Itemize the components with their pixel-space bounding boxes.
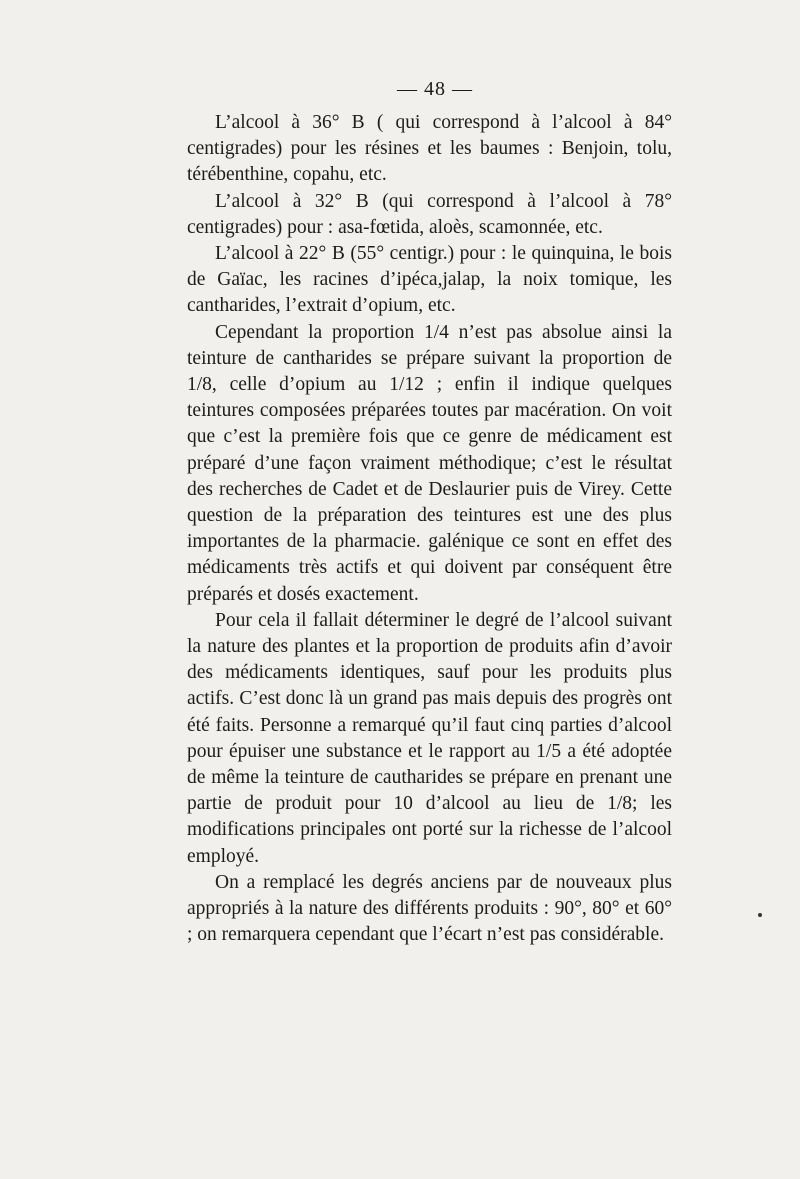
ink-speck (758, 913, 762, 917)
paragraph: L’alcool à 32° B (qui correspond à l’alcool à 78° centigrades) pour : asa-fœtida, aloès, scamonnée, etc. (187, 190, 672, 238)
paragraph: Pour cela il fallait déterminer le degré de l’alcool suivant la nature des plantes et la proportion de produits afin d’avoir des médicaments identiques, sauf pour les produits plus actifs. C’est donc là un grand pas mais depuis des progrès ont été faits. Personne a remarqué qu’il faut cinq parties d’alcool pour épuiser une substance et le rapport au 1/5 a été adoptée de même la teinture de cautharides se prépare en prenant une partie de produit pour 10 d’alcool au lieu de 1/8; les modifications principales ont porté sur la richesse de l’alcool employé. (187, 609, 672, 867)
page-number: — 48 — (397, 78, 473, 100)
body-text (187, 110, 672, 949)
paragraph: L’alcool à 22° B (55° centigr.) pour : le quinquina, le bois de Gaïac, les racines d’ipéca,jalap, la noix tomique, les cantharides, l’extrait d’opium, etc. (187, 243, 672, 317)
paragraph: On a remplacé les degrés anciens par de nouveaux plus appropriés à la nature des différents produits : 90°, 80° et 60° ; on remarquera cependant que l’écart n’est pas considérable. (187, 871, 672, 946)
paragraph: Cependant la proportion 1/4 n’est pas absolue ainsi la teinture de cantharides se prépare suivant la proportion de 1/8, celle d’opium au 1/12 ; enfin il indique quelques teintures composées préparées toutes par macération. On voit que c’est la première fois que ce genre de médicament est préparé d’une façon vraiment méthodique; c’est le résultat des recherches de Cadet et de Deslaurier puis de Virey. Cette question de la préparation des teintures est une des plus importantes de la pharmacie. galénique ce sont en effet des médicaments très actifs et qui doivent par conséquent être préparés et dosés exactement. (187, 321, 672, 605)
paragraph: L’alcool à 36° B ( qui correspond à l’alcool à 84° centigrades) pour les résines et les baumes : Benjoin, tolu, térébenthine, copahu, etc. (187, 112, 672, 186)
